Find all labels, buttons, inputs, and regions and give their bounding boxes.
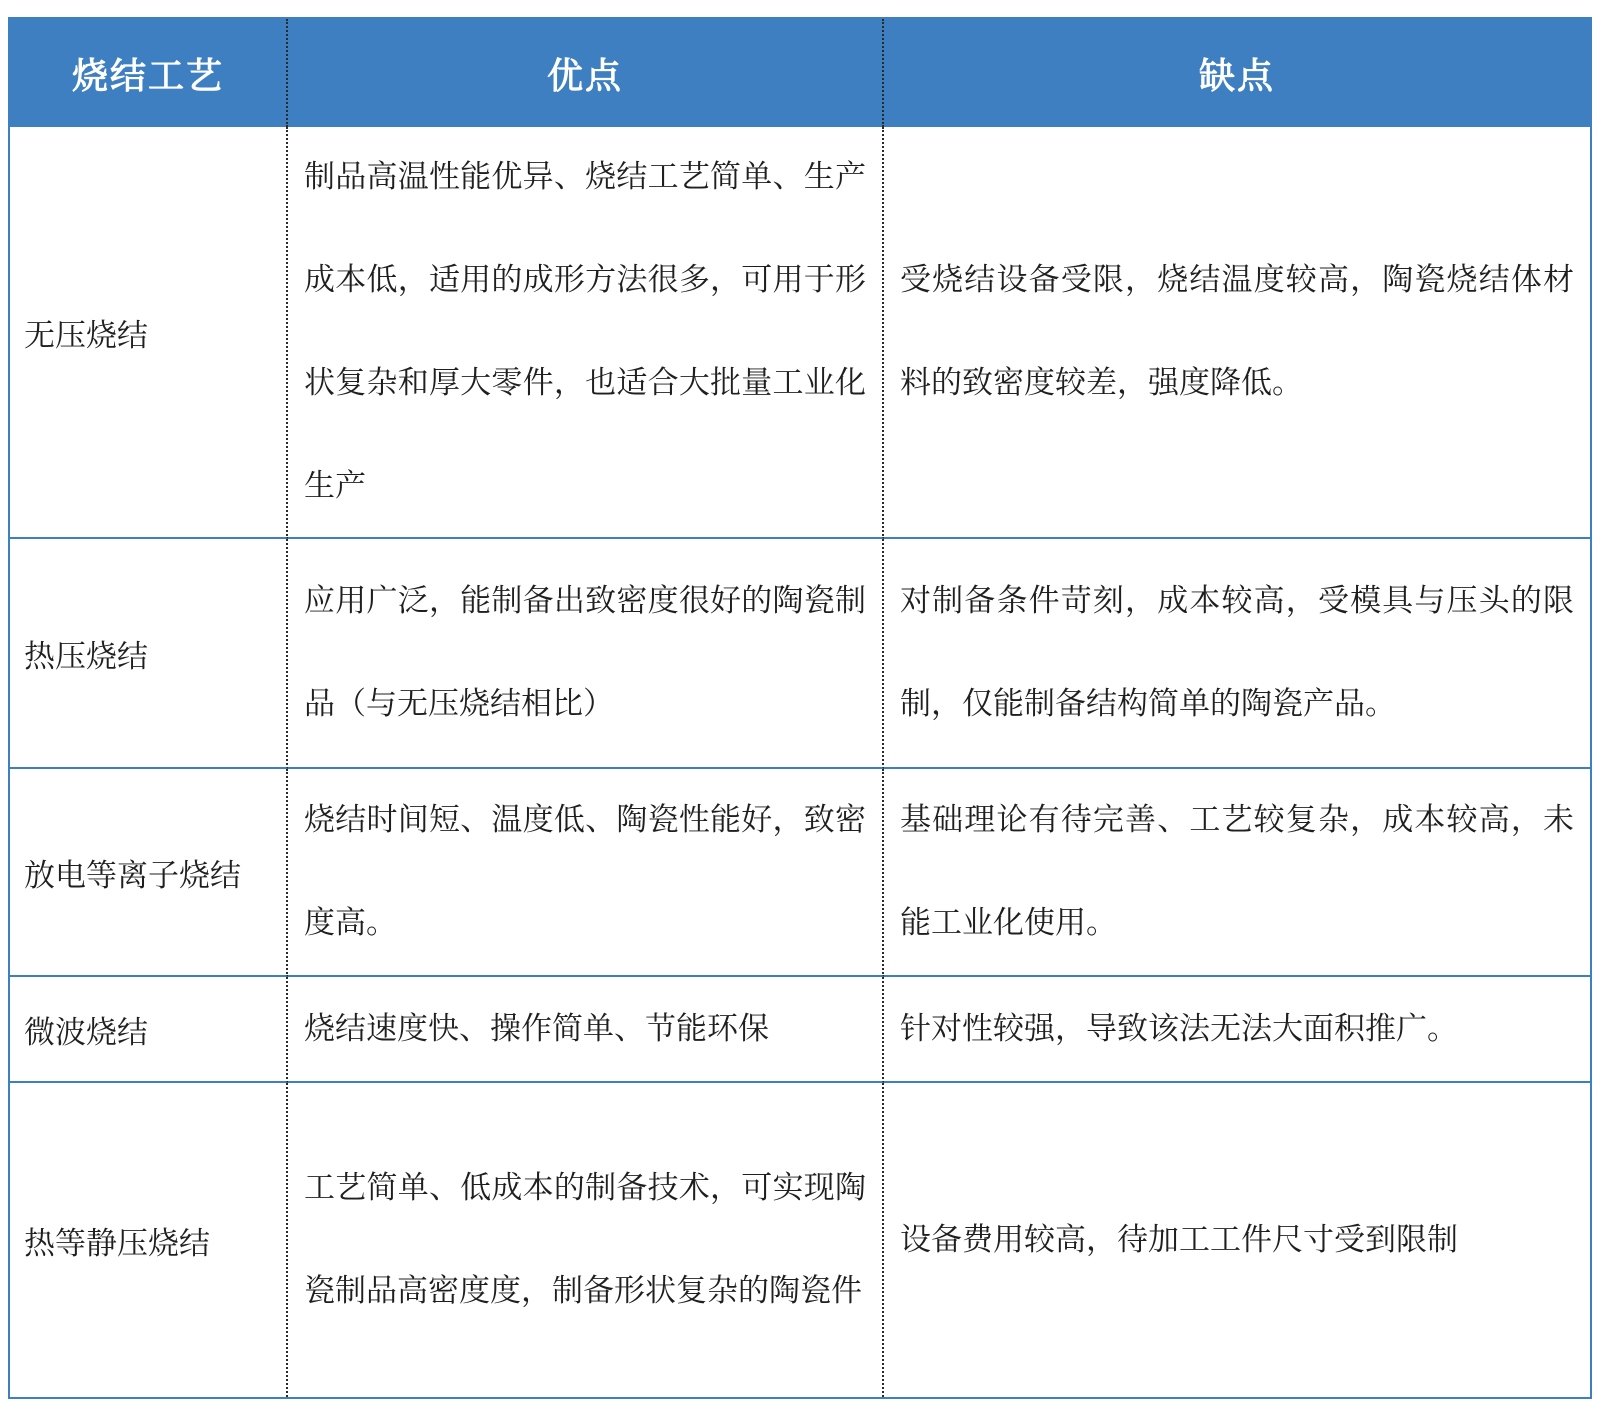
- row-5-pros: 工艺简单、低成本的制备技术，可实现陶瓷制品高密度度，制备形状复杂的陶瓷件: [304, 1170, 866, 1309]
- row-5-cons-cell: [884, 1083, 1590, 1397]
- row-3-cons-cell: [884, 769, 1590, 977]
- row-5-cons: 设备费用较高，待加工工件尺寸受到限制: [900, 1222, 1458, 1258]
- row-2-pros-cell: [288, 539, 884, 769]
- header-cons: 缺点: [884, 19, 1590, 127]
- row-4-pros: 烧结速度快、操作简单、节能环保: [304, 1011, 769, 1047]
- row-5-process: 热等静压烧结: [10, 1083, 288, 1397]
- row-3-process: 放电等离子烧结: [10, 769, 288, 977]
- row-1-cons: 受烧结设备受限，烧结温度较高，陶瓷烧结体材料的致密度较差，强度降低。: [900, 262, 1574, 401]
- row-2-cons: 对制备条件苛刻，成本较高，受模具与压头的限制，仅能制备结构简单的陶瓷产品。: [900, 583, 1574, 722]
- sintering-comparison-table: [8, 17, 1592, 1399]
- header-pros: 优点: [288, 19, 884, 127]
- row-4-cons: 针对性较强，导致该法无法大面积推广。: [900, 1011, 1458, 1047]
- row-4-cons-cell: [884, 977, 1590, 1083]
- row-1-process: 无压烧结: [10, 127, 288, 539]
- row-5-pros-cell: [288, 1083, 884, 1397]
- row-1-cons-cell: [884, 127, 1590, 539]
- row-4-process: 微波烧结: [10, 977, 288, 1083]
- row-4-pros-cell: [288, 977, 884, 1083]
- row-1-pros-cell: [288, 127, 884, 539]
- row-3-cons: 基础理论有待完善、工艺较复杂，成本较高，未能工业化使用。: [900, 802, 1574, 941]
- row-2-process: 热压烧结: [10, 539, 288, 769]
- row-2-cons-cell: [884, 539, 1590, 769]
- row-3-pros: 烧结时间短、温度低、陶瓷性能好，致密度高。: [304, 802, 866, 941]
- header-process: 烧结工艺: [10, 19, 288, 127]
- row-3-pros-cell: [288, 769, 884, 977]
- row-1-pros: 制品高温性能优异、烧结工艺简单、生产成本低，适用的成形方法很多，可用于形状复杂和厚大零件，也适合大批量工业化生产: [304, 159, 866, 504]
- row-2-pros: 应用广泛，能制备出致密度很好的陶瓷制品（与无压烧结相比）: [304, 583, 866, 722]
